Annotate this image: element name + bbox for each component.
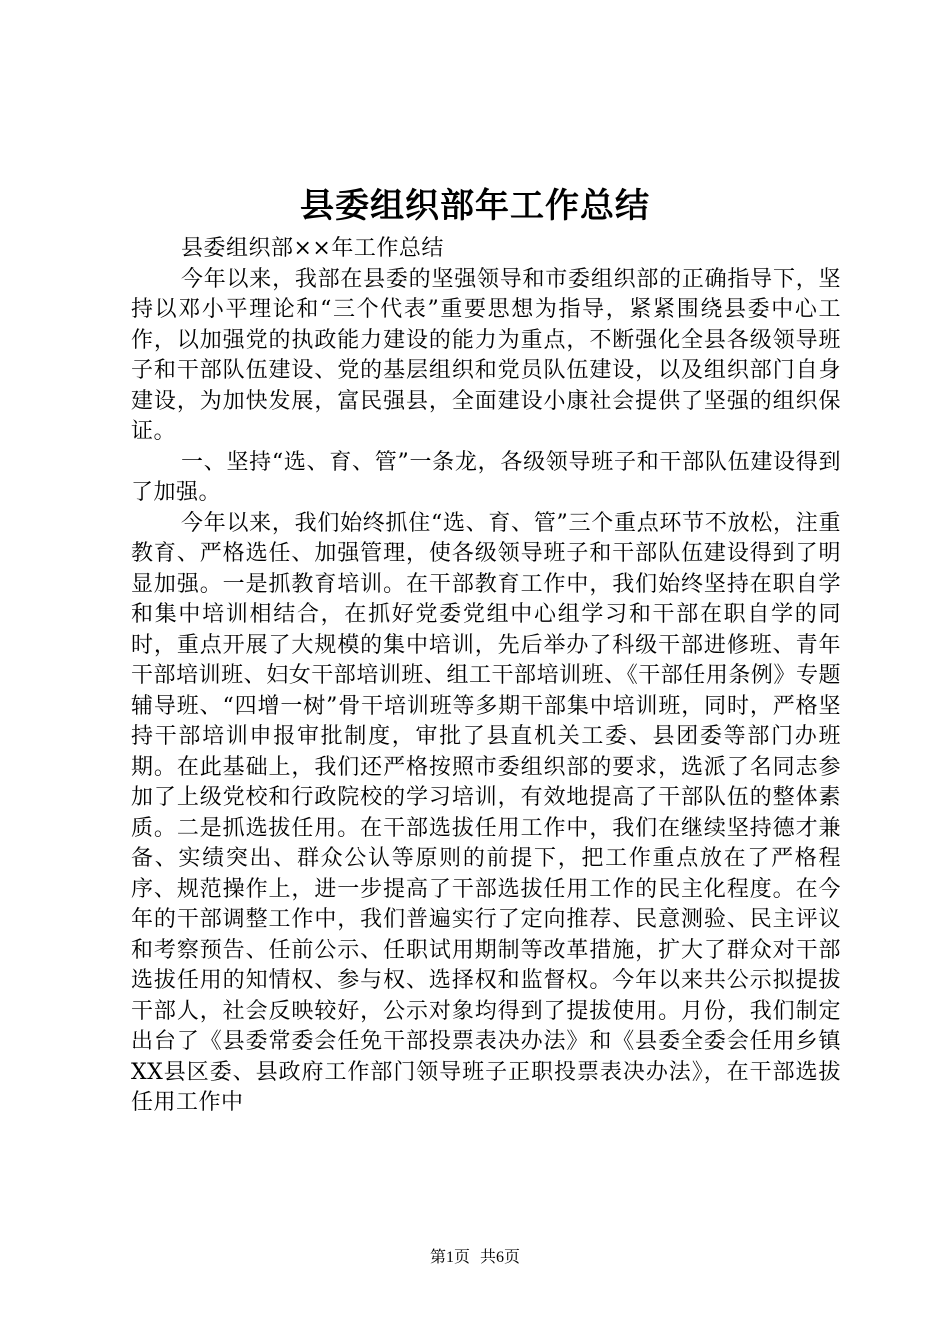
intro-paragraph: 今年以来，我部在县委的坚强领导和市委组织部的正确指导下，坚持以邓小平理论和“三个代表”重要思想为指导，紧紧围绕县委中心工作，以加强党的执政能力建设的能力为重点，不断强化全县各级领导班子和干部队伍建设、党的基层组织和党员队伍建设，以及组织部门自身建设，为加快发展，富民强县，全面建设小康社会提供了坚强的组织保证。 <box>131 266 841 444</box>
body-paragraph: 今年以来，我们始终抓住“选、育、管”三个重点环节不放松，注重教育、严格选任、加强管理，使各级领导班子和干部队伍建设得到了明显加强。一是抓教育培训。在干部教育工作中，我们始终坚持在职自学和集中培训相结合，在抓好党委党组中心组学习和干部在职自学的同时，重点开展了大规模的集中培训，先后举办了科级干部进修班、青年干部培训班、妇女干部培训班、组工干部培训班、《干部任用条例》专题辅导班、“四增一树”骨干培训班等多期干部集中培训班，同时，严格坚持干部培训申报审批制度，审批了县直机关工委、县团委等部门办班期。在此基础上，我们还严格按照市委组织部的要求，选派了名同志参加了上级党校和行政院校的学习培训，有效地提高了干部队伍的整体素质。二是抓选拔任用。在干部选拔任用工作中，我们在继续坚持德才兼备、实绩突出、群众公认等原则的前提下，把工作重点放在了严格程序、规范操作上，进一步提高了干部选拔任用工作的民主化程度。在今年的干部调整工作中，我们普遍实行了定向推荐、民意测验、民主评议和考察预告、任前公示、任职试用期制等改革措施，扩大了群众对干部选拔任用的知情权、参与权、选择权和监督权。今年以来共公示拟提拔干部人，社会反映较好，公示对象均得到了提拔使用。月份，我们制定出台了《县委常委会任免干部投票表决办法》和《县委全委会任用乡镇XX县区委、县政府工作部门领导班子正职投票表决办法》，在干部选拔任用工作中 <box>131 510 841 1115</box>
subtitle-paragraph: 县委组织部××年工作总结 <box>181 236 444 261</box>
page-total: 共6页 <box>480 1249 521 1266</box>
document-body <box>131 234 841 1119</box>
section-heading-paragraph: 一、坚持“选、育、管”一条龙，各级领导班子和干部队伍建设得到了加强。 <box>131 449 841 505</box>
document-title: 县委组织部年工作总结 <box>300 186 650 226</box>
page-number: 第1页 <box>429 1249 470 1266</box>
page-footer <box>0 1244 950 1267</box>
